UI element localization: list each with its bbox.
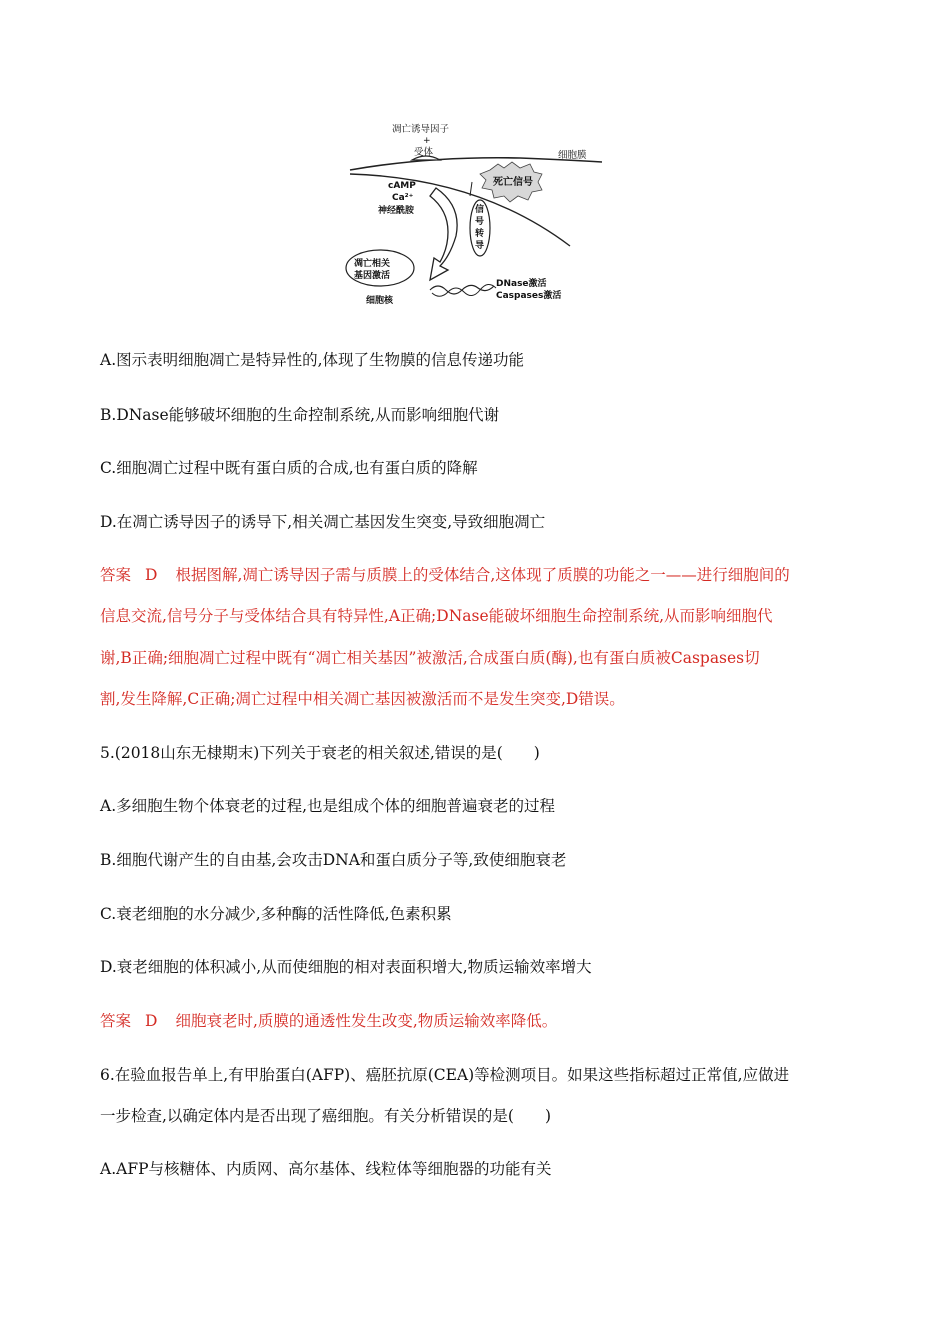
q5-answer-label: 答案 <box>100 1012 132 1030</box>
caspases-label: Caspases激活 <box>496 291 562 301</box>
q4-explanation-line-3: 谢,B正确;细胞凋亡过程中既有“凋亡相关基因”被激活,合成蛋白质(酶),也有蛋白质被Caspases切 <box>100 649 760 667</box>
death-signal-label: 死亡信号 <box>493 177 533 188</box>
q4-option-a: A.图示表明细胞凋亡是特异性的,体现了生物膜的信息传递功能 <box>100 351 525 369</box>
q4-option-b: B.DNase能够破坏细胞的生命控制系统,从而影响细胞代谢 <box>100 406 500 424</box>
q4-answer <box>100 565 860 585</box>
q6-option-a: A.AFP与核糖体、内质网、高尔基体、线粒体等细胞器的功能有关 <box>100 1160 552 1178</box>
q5-answer-letter: D <box>145 1012 158 1030</box>
q6-stem-line-1: 6.在验血报告单上,有甲胎蛋白(AFP)、癌胚抗原(CEA)等检测项目。如果这些指标超过正常值,应做进 <box>100 1066 790 1084</box>
pathway-arrow <box>430 188 457 280</box>
q4-explanation-line-1: 根据图解,凋亡诱导因子需与质膜上的受体结合,这体现了质膜的功能之一——进行细胞间的 <box>175 566 790 584</box>
q4-option-d: D.在凋亡诱导因子的诱导下,相关凋亡基因发生突变,导致细胞凋亡 <box>100 513 546 531</box>
q4-explanation-line-4: 割,发生降解,C正确;凋亡过程中相关凋亡基因被激活而不是发生突变,D错误。 <box>100 690 625 708</box>
camp-label: cAMP <box>388 181 416 191</box>
q5-option-d: D.衰老细胞的体积减小,从而使细胞的相对表面积增大,物质运输效率增大 <box>100 958 592 976</box>
transduction-char-3: 转 <box>475 229 485 239</box>
q5-stem: 5.(2018山东无棣期末)下列关于衰老的相关叙述,错误的是( ) <box>100 744 540 762</box>
q4-answer-label: 答案 <box>100 566 132 584</box>
transduction-char-2: 号 <box>475 217 485 227</box>
ca-label: Ca²⁺ <box>392 193 414 203</box>
q5-option-b: B.细胞代谢产生的自由基,会攻击DNA和蛋白质分子等,致使细胞衰老 <box>100 851 567 869</box>
receptor-label: 受体 <box>414 147 434 158</box>
q5-option-c: C.衰老细胞的水分减少,多种酶的活性降低,色素积累 <box>100 905 452 923</box>
q5-answer <box>100 1011 860 1031</box>
dnase-label: DNase激活 <box>496 279 547 289</box>
transduction-char-1: 信 <box>475 205 485 215</box>
inducer-label: 凋亡诱导因子 <box>392 124 450 135</box>
ceramide-label: 神经酰胺 <box>378 206 415 216</box>
membrane-label: 细胞膜 <box>558 150 587 161</box>
q4-option-c: C.细胞凋亡过程中既有蛋白质的合成,也有蛋白质的降解 <box>100 459 478 477</box>
q4-answer-letter: D <box>145 566 158 584</box>
q5-option-a: A.多细胞生物个体衰老的过程,也是组成个体的细胞普遍衰老的过程 <box>100 797 556 815</box>
genes-label-1: 凋亡相关 <box>354 259 391 269</box>
q5-explanation: 细胞衰老时,质膜的通透性发生改变,物质运输效率降低。 <box>175 1012 558 1030</box>
plus-sign: + <box>423 136 431 146</box>
q4-explanation-line-2: 信息交流,信号分子与受体结合具有特异性,A正确;DNase能破坏细胞生命控制系统,从而影响细胞代 <box>100 607 773 625</box>
q6-stem-line-2: 一步检查,以确定体内是否出现了癌细胞。有关分析错误的是( ) <box>100 1107 552 1125</box>
transduction-char-4: 导 <box>475 241 485 251</box>
genes-label-2: 基因激活 <box>354 271 391 281</box>
nucleus-label: 细胞核 <box>366 296 394 306</box>
apoptosis-diagram <box>340 118 610 313</box>
